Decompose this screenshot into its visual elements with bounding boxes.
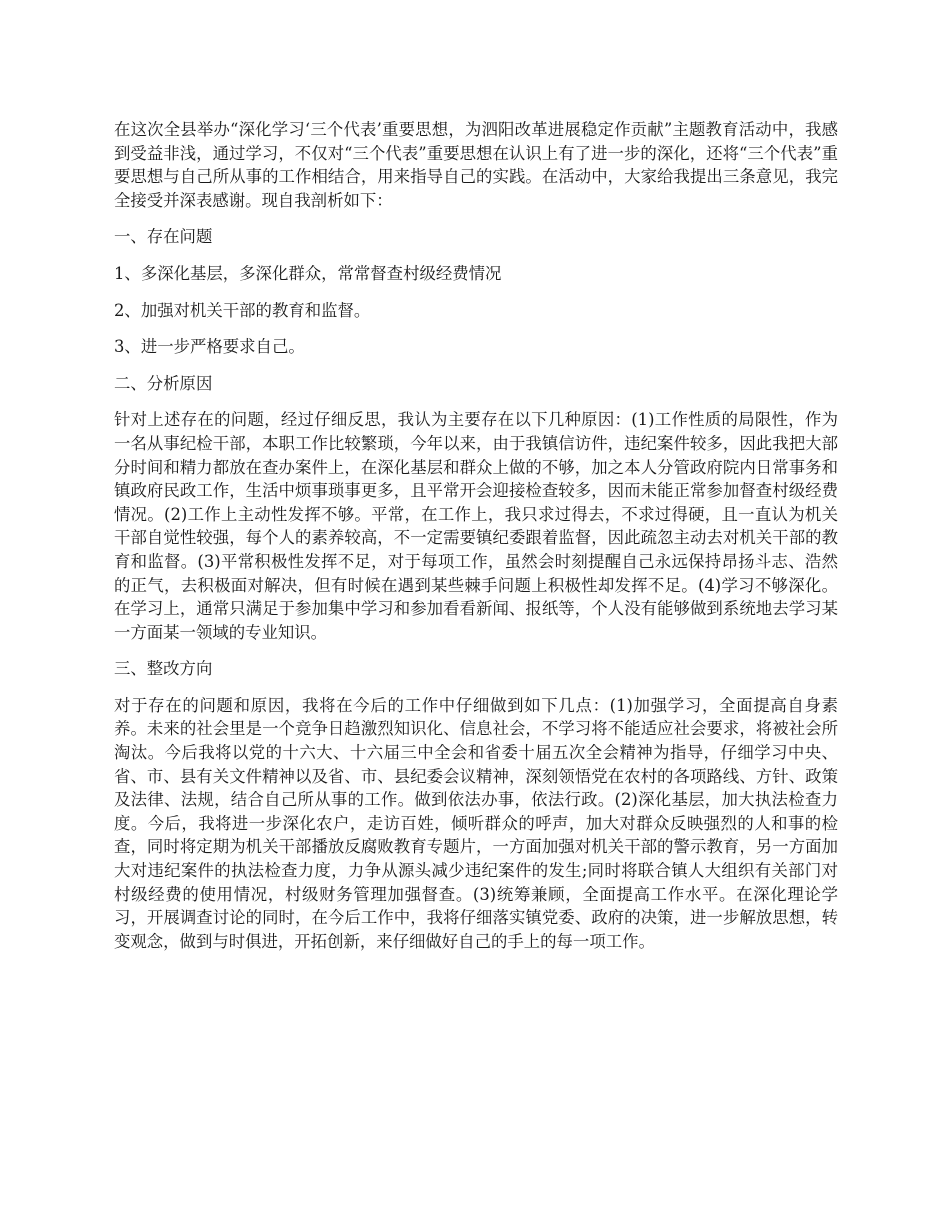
section-heading-causes: 二、分析原因 xyxy=(114,373,213,393)
document-body xyxy=(114,118,838,966)
problem-item-2: 2、加强对机关干部的教育和监督。 xyxy=(114,300,371,320)
problem-item-3: 3、进一步严格要求自己。 xyxy=(114,337,305,357)
causes-paragraph: 针对上述存在的问题，经过仔细反思，我认为主要存在以下几种原因：(1)工作性质的局限性，作为一名从事纪检干部，本职工作比较繁琐，今年以来，由于我镇信访件，违纪案件较多，因此我把大部分时间和精力都放在查办案件上，在深化基层和群众上做的不够，加之本人分管政府院内日常事务和镇政府民政工作，生活中烦事琐事更多，且平常开会迎接检查较多，因而未能正常参加督查村级经费情况。(2)工作上主动性发挥不够。平常，在工作上，我只求过得去，不求过得硬，且一直认为机关干部自觉性较强，每个人的素养较高，不一定需要镇纪委跟着监督，因此疏忽主动去对机关干部的教育和监督。(3)平常积极性发挥不足，对于每项工作，虽然会时刻提醒自己永远保持昂扬斗志、浩然的正气，去积极面对解决，但有时候在遇到某些棘手问题上积极性却发挥不足。(4)学习不够深化。在学习上，通常只满足于参加集中学习和参加看看新闻、报纸等，个人没有能够做到系统地去学习某一方面某一领域的专业知识。 xyxy=(114,410,838,642)
intro-paragraph: 在这次全县举办“深化学习‘三个代表’重要思想，为泗阳改革进展稳定作贡献”主题教育活动中，我感到受益非浅，通过学习，不仅对“三个代表”重要思想在认识上有了进一步的深化，还将“三个代表”重要思想与自己所从事的工作相结合，用来指导自己的实践。在活动中，大家给我提出三条意见，我完全接受并深表感谢。现自我剖析如下： xyxy=(114,120,838,210)
section-heading-problems: 一、存在问题 xyxy=(114,227,213,247)
problem-item-1: 1、多深化基层，多深化群众，常常督查村级经费情况 xyxy=(114,263,502,283)
section-heading-rectification: 三、整改方向 xyxy=(114,659,213,679)
rectification-paragraph: 对于存在的问题和原因，我将在今后的工作中仔细做到如下几点：(1)加强学习，全面提高自身素养。未来的社会里是一个竞争日趋激烈知识化、信息社会，不学习将不能适应社会要求，将被社会所淘汰。今后我将以党的十六大、十六届三中全会和省委十届五次全会精神为指导，仔细学习中央、省、市、县有关文件精神以及省、市、县纪委会议精神，深刻领悟党在农村的各项路线、方针、政策及法律、法规，结合自己所从事的工作。做到依法办事，依法行政。(2)深化基层，加大执法检查力度。今后，我将进一步深化农户，走访百姓，倾听群众的呼声，加大对群众反映强烈的人和事的检查，同时将定期为机关干部播放反腐败教育专题片，一方面加强对机关干部的警示教育，另一方面加大对违纪案件的执法检查力度，力争从源头减少违纪案件的发生;同时将联合镇人大组织有关部门对村级经费的使用情况，村级财务管理加强督查。(3)统筹兼顾，全面提高工作水平。在深化理论学习，开展调查讨论的同时，在今后工作中，我将仔细落实镇党委、政府的决策，进一步解放思想，转变观念，做到与时俱进，开拓创新，来仔细做好自己的手上的每一项工作。 xyxy=(114,695,838,951)
